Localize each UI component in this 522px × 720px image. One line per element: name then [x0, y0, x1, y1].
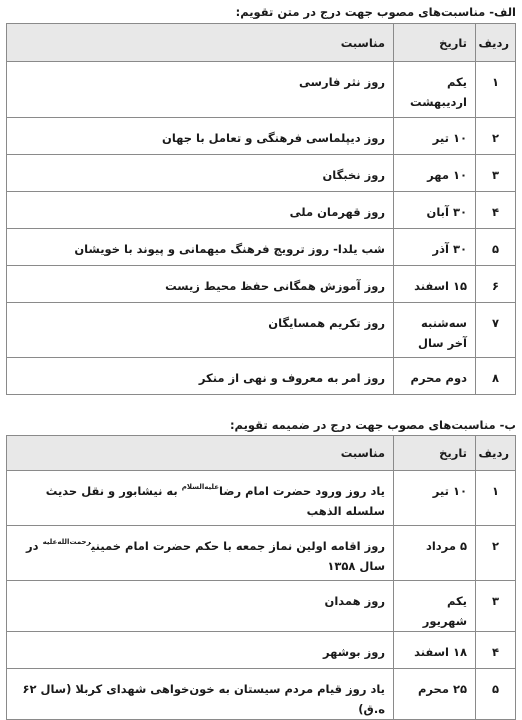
- table-row: [7, 303, 516, 358]
- row-occasion: یاد روز قیام مردم سیستان به خون‌خواهی شهدای کربلا (سال ۶۲ ه.ق): [7, 669, 394, 720]
- row-number: ۸: [476, 358, 516, 395]
- header-row-number: ردیف: [476, 436, 516, 471]
- row-number: ۳: [476, 155, 516, 192]
- section-a-caption: الف- مناسبت‌های مصوب جهت درج در متن تقویم:: [235, 5, 516, 19]
- row-occasion: [7, 526, 394, 581]
- row-date: ۵ مرداد: [394, 526, 476, 581]
- row-number: ۴: [476, 192, 516, 229]
- row-occasion: روز نثر فارسی: [7, 62, 394, 118]
- table-row: [7, 632, 516, 669]
- table-row: [7, 192, 516, 229]
- table-row: [7, 118, 516, 155]
- row-date: ۲۵ محرم: [394, 669, 476, 720]
- row-number: ۷: [476, 303, 516, 358]
- occasions-table-b: [6, 435, 516, 720]
- occasion-text: روز اقامه اولین نماز جمعه با حکم حضرت امام خمینی: [90, 539, 385, 553]
- row-date: ۳۰ آبان: [394, 192, 476, 229]
- table-row: [7, 669, 516, 720]
- occasion-text: یاد روز ورود حضرت امام رضا: [219, 484, 385, 498]
- header-occasion: مناسبت: [7, 24, 394, 62]
- header-date: تاریخ: [394, 24, 476, 62]
- row-number: ۶: [476, 266, 516, 303]
- row-date: ۱۰ تیر: [394, 118, 476, 155]
- table-row: [7, 229, 516, 266]
- table-header-row: [7, 24, 516, 62]
- row-date: ۱۰ مهر: [394, 155, 476, 192]
- row-occasion: روز آموزش همگانی حفظ محیط زیست: [7, 266, 394, 303]
- row-date: دوم محرم: [394, 358, 476, 395]
- table-row: [7, 266, 516, 303]
- row-number: ۱: [476, 471, 516, 526]
- row-occasion: روز بوشهر: [7, 632, 394, 669]
- section-b-caption: ب- مناسبت‌های مصوب جهت درج در ضمیمه تقویم:: [229, 418, 516, 432]
- row-occasion: روز تکریم همسایگان: [7, 303, 394, 358]
- table-row: [7, 62, 516, 118]
- row-occasion: روز دیپلماسی فرهنگی و تعامل با جهان: [7, 118, 394, 155]
- honorific-superscript: علیه‌السلام: [181, 483, 220, 491]
- row-date: یکم شهریور: [394, 581, 476, 632]
- row-date: ۳۰ آذر: [394, 229, 476, 266]
- row-occasion: روز قهرمان ملی: [7, 192, 394, 229]
- row-occasion: روز همدان: [7, 581, 394, 632]
- honorific-superscript: رحمت‌الله‌علیه: [42, 538, 91, 546]
- occasion-text-cont: در سال ۱۳۵۸: [26, 539, 385, 573]
- occasions-table-a: [6, 23, 516, 395]
- row-date: یکم اردیبهشت: [394, 62, 476, 118]
- header-row-number: ردیف: [476, 24, 516, 62]
- occasion-text-cont: به نیشابور و نقل حدیث سلسله الذهب: [45, 484, 385, 518]
- row-number: ۲: [476, 526, 516, 581]
- row-number: ۳: [476, 581, 516, 632]
- table-row: [7, 471, 516, 526]
- row-number: ۲: [476, 118, 516, 155]
- row-date: ۱۰ تیر: [394, 471, 476, 526]
- row-occasion: [7, 471, 394, 526]
- table-row: [7, 526, 516, 581]
- table-row: [7, 155, 516, 192]
- row-number: ۴: [476, 632, 516, 669]
- table-row: [7, 358, 516, 395]
- row-date: ۱۸ اسفند: [394, 632, 476, 669]
- header-occasion: مناسبت: [7, 436, 394, 471]
- row-occasion: روز امر به معروف و نهی از منکر: [7, 358, 394, 395]
- row-occasion: شب یلدا- روز ترویج فرهنگ میهمانی و پیوند با خویشان: [7, 229, 394, 266]
- table-header-row: [7, 436, 516, 471]
- row-occasion: روز نخبگان: [7, 155, 394, 192]
- row-date: سه‌شنبه آخر سال: [394, 303, 476, 358]
- row-date: ۱۵ اسفند: [394, 266, 476, 303]
- header-date: تاریخ: [394, 436, 476, 471]
- row-number: ۵: [476, 669, 516, 720]
- row-number: ۱: [476, 62, 516, 118]
- table-row: [7, 581, 516, 632]
- row-number: ۵: [476, 229, 516, 266]
